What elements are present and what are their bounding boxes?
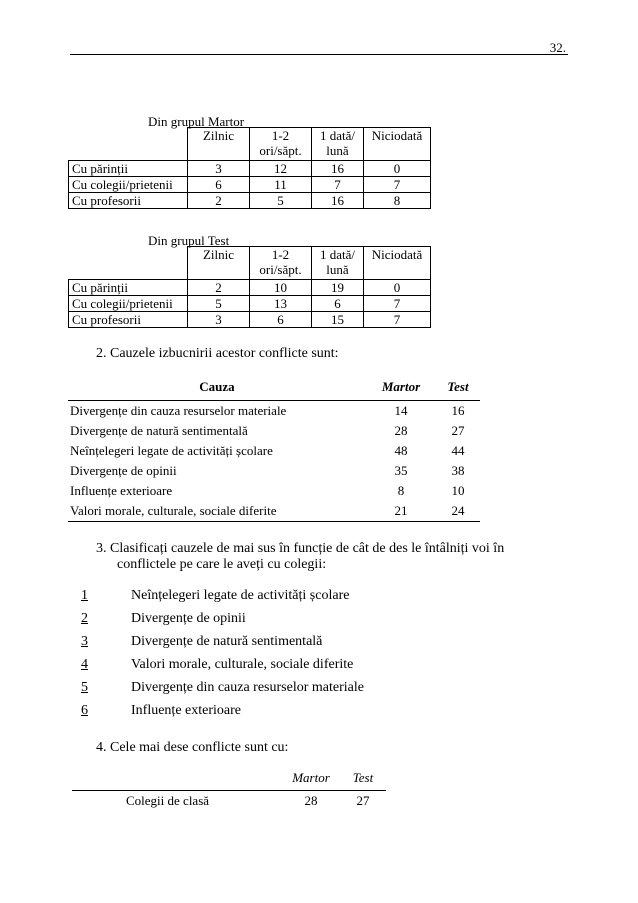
rank-number: 4 <box>81 657 88 672</box>
list-item <box>81 703 364 726</box>
rank-text: Divergențe de opinii <box>131 611 246 626</box>
header-cell: Martor <box>282 768 340 791</box>
cell-value: 16 <box>312 161 364 177</box>
rank-text: Neînțelegeri legate de activități școlare <box>131 588 350 603</box>
rank-number: 5 <box>81 680 88 695</box>
test-table-caption: Din grupul Test <box>148 233 230 248</box>
cell-value: 0 <box>364 280 431 296</box>
cell-value: 7 <box>364 312 431 328</box>
martor-value: 21 <box>366 501 436 522</box>
cell-value: 8 <box>364 193 431 209</box>
rank-text: Divergențe de natură sentimentală <box>131 634 323 649</box>
question-4-text: 4. Cele mai dese conflicte sunt cu: <box>96 740 289 755</box>
header-cell: Zilnic <box>188 247 250 280</box>
table-row <box>68 421 480 441</box>
rank-text: Valori morale, culturale, sociale diferite <box>131 657 354 672</box>
cell-value: 7 <box>364 296 431 312</box>
table-header-row <box>72 768 386 791</box>
row-label: Colegii de clasă <box>126 793 210 808</box>
cell-value: 10 <box>250 280 312 296</box>
header-cell: 1-2 ori/săpt. <box>250 247 312 280</box>
martor-value: 28 <box>394 423 408 438</box>
row-label: Cu părinții <box>69 161 188 177</box>
cell-value: 3 <box>188 312 250 328</box>
table-row <box>69 296 431 312</box>
cell-value: 6 <box>250 312 312 328</box>
rank-number: 3 <box>81 634 88 649</box>
row-label: Cu profesorii <box>69 193 188 209</box>
list-item <box>81 680 364 703</box>
test-value: 38 <box>451 463 465 478</box>
cell-value: 6 <box>188 177 250 193</box>
cause-label: Divergențe de opinii <box>70 463 177 478</box>
cell-value: 5 <box>250 193 312 209</box>
cell-value: 13 <box>250 296 312 312</box>
cell-value: 3 <box>188 161 250 177</box>
table-row <box>68 481 480 501</box>
row-label: Cu părinții <box>69 280 188 296</box>
question-3-text-line1: 3. Clasificați cauzele de mai sus în funcție de cât de des le întâlniți voi în <box>96 541 505 556</box>
test-frequency-table <box>68 246 431 328</box>
header-cell: Test <box>436 376 480 401</box>
martor-frequency-table <box>68 127 431 209</box>
header-cell: Test <box>340 768 386 791</box>
cell-value: 16 <box>312 193 364 209</box>
ranking-list <box>81 588 364 726</box>
martor-value: 14 <box>394 403 408 418</box>
martor-value: 28 <box>304 793 318 808</box>
cause-label: Divergențe de natură sentimentală <box>70 423 248 438</box>
table-row <box>69 280 431 296</box>
page-number: 32. <box>549 40 566 55</box>
cell-value: 0 <box>364 161 431 177</box>
cell-value: 19 <box>312 280 364 296</box>
list-item <box>81 657 364 680</box>
header-blank-cell <box>69 247 188 280</box>
cell-value: 7 <box>312 177 364 193</box>
test-value: 27 <box>451 423 465 438</box>
row-label: Cu colegii/prietenii <box>69 296 188 312</box>
table-row <box>68 401 480 422</box>
cause-label: Neînțelegeri legate de activități școlare <box>70 443 273 458</box>
question-2-text: 2. Cauzele izbucnirii acestor conflicte sunt: <box>96 346 339 361</box>
cell-value: 2 <box>188 193 250 209</box>
header-rule <box>70 54 568 55</box>
table-row <box>68 441 480 461</box>
cell-value: 12 <box>250 161 312 177</box>
table-row <box>69 312 431 328</box>
table-header-row <box>68 376 480 401</box>
header-cell: Zilnic <box>188 128 250 161</box>
table-row <box>69 177 431 193</box>
table-header-row <box>69 128 431 161</box>
cause-label: Divergențe din cauza resurselor materiale <box>70 403 287 418</box>
cause-label: Influențe exterioare <box>70 483 173 498</box>
causes-table <box>68 376 480 522</box>
cell-value: 11 <box>250 177 312 193</box>
rank-number: 6 <box>81 703 88 718</box>
row-label: Cu colegii/prietenii <box>69 177 188 193</box>
list-item <box>81 611 364 634</box>
martor-value: 8 <box>397 483 405 498</box>
cell-value: 6 <box>312 296 364 312</box>
test-value: 16 <box>451 403 465 418</box>
table-row <box>69 193 431 209</box>
header-cell: Niciodată <box>364 128 431 161</box>
test-value: 27 <box>356 793 370 808</box>
martor-value: 35 <box>394 463 408 478</box>
martor-value: 48 <box>394 443 408 458</box>
rank-text: Influențe exterioare <box>131 703 241 718</box>
rank-number: 2 <box>81 611 88 626</box>
row-label: Cu profesorii <box>69 312 188 328</box>
table-row <box>69 161 431 177</box>
cause-label: Valori morale, culturale, sociale diferite <box>68 501 366 522</box>
header-cell: Niciodată <box>364 247 431 280</box>
conflicts-table <box>72 768 386 809</box>
test-value: 24 <box>436 501 480 522</box>
test-value: 44 <box>451 443 465 458</box>
header-cell: Cauza <box>68 376 366 401</box>
question-3-text-line2: conflictele pe care le aveți cu colegii: <box>117 557 327 572</box>
rank-number: 1 <box>81 588 88 603</box>
table-row <box>72 791 386 810</box>
header-blank-cell <box>69 128 188 161</box>
table-row <box>68 501 480 522</box>
header-blank-cell <box>72 768 282 791</box>
header-cell: 1 dată/ lună <box>312 247 364 280</box>
cell-value: 15 <box>312 312 364 328</box>
header-cell: 1 dată/ lună <box>312 128 364 161</box>
cell-value: 5 <box>188 296 250 312</box>
cell-value: 2 <box>188 280 250 296</box>
rank-text: Divergențe din cauza resurselor materiale <box>131 680 364 695</box>
table-header-row <box>69 247 431 280</box>
martor-table-caption: Din grupul Martor <box>148 114 245 129</box>
table-row <box>68 461 480 481</box>
cell-value: 7 <box>364 177 431 193</box>
test-value: 10 <box>451 483 465 498</box>
header-cell: Martor <box>366 376 436 401</box>
list-item <box>81 634 364 657</box>
list-item <box>81 588 364 611</box>
header-cell: 1-2 ori/săpt. <box>250 128 312 161</box>
